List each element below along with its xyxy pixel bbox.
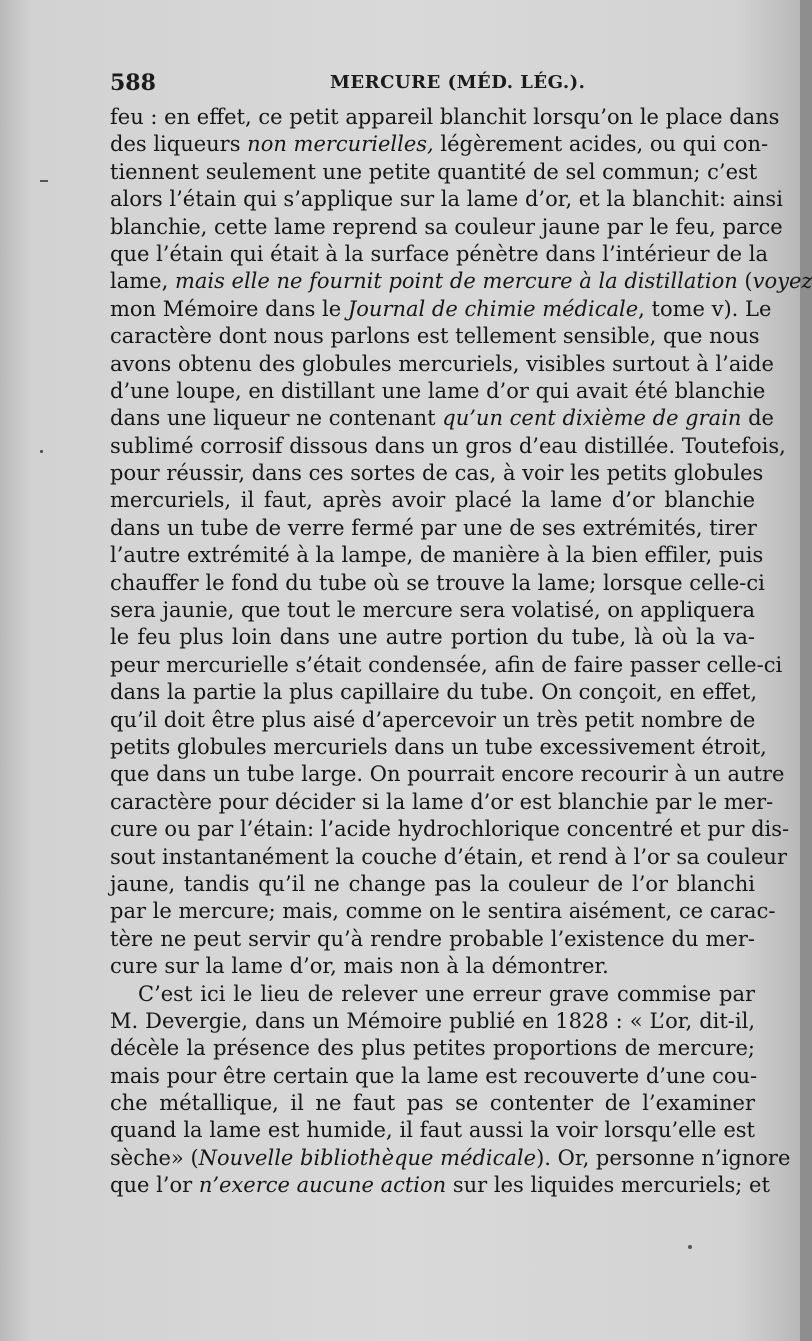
text-line: quand la lame est humide, il faut aussi la voir lorsqu’elle est <box>110 1118 755 1143</box>
text-line: des liqueurs non mercurielles, légèrement acides, ou qui con- <box>110 132 769 157</box>
text-line: M. Devergie, dans un Mémoire publié en 1828 : « L’or, dit-il, <box>110 1008 755 1033</box>
text-line: caractère pour décider si la lame d’or est blanchie par le mer- <box>110 789 774 814</box>
page-speck <box>688 1245 692 1249</box>
text-line: le feu plus loin dans une autre portion du tube, là où la va- <box>110 625 755 650</box>
text-line: mon Mémoire dans le Journal de chimie médicale, tome v). Le <box>110 296 772 321</box>
text-line: chauffer le fond du tube où se trouve la lame; lorsque celle-ci <box>110 570 765 595</box>
text-line: lame, mais elle ne fournit point de mercure à la distillation (voyez <box>110 269 812 294</box>
body-text <box>110 104 812 1200</box>
text-line: dans la partie la plus capillaire du tube. On conçoit, en effet, <box>110 680 758 705</box>
text-line: que l’étain qui était à la surface pénètre dans l’intérieur de la <box>110 241 768 266</box>
page-header <box>110 66 755 102</box>
italic-phrase: mais elle ne fournit point de mercure à la distillation <box>174 269 738 294</box>
text-line: par le mercure; mais, comme on le sentira aisément, ce carac- <box>110 899 776 924</box>
text-line: tiennent seulement une petite quantité de sel commun; c’est <box>110 159 758 184</box>
text-line: sout instantanément la couche d’étain, et rend à l’or sa couleur <box>110 844 787 869</box>
text-line: sublimé corrosif dissous dans un gros d’eau distillée. Toutefois, <box>110 433 786 458</box>
text-line: d’une loupe, en distillant une lame d’or qui avait été blanchie <box>110 378 766 403</box>
text-line: dans une liqueur ne contenant qu’un cent dixième de grain de <box>110 406 774 431</box>
text-line: caractère dont nous parlons est tellement sensible, que nous <box>110 324 760 349</box>
text-line: sera jaunie, que tout le mercure sera volatisé, on appliquera <box>110 598 755 623</box>
text-line: l’autre extrémité à la lampe, de manière à la bien effiler, puis <box>110 543 764 568</box>
text-line: che métallique, il ne faut pas se contenter de l’examiner <box>110 1091 755 1116</box>
italic-phrase: n’exerce aucune action <box>198 1173 447 1198</box>
text-line: mais pour être certain que la lame est recouverte d’une cou- <box>110 1063 758 1088</box>
text-line: peur mercurielle s’était condensée, afin de faire passer celle-ci <box>110 652 783 677</box>
italic-phrase: Journal de chimie médicale <box>347 296 639 321</box>
text-line: sèche» (Nouvelle bibliothèque médicale). Or, personne n’ignore <box>110 1145 791 1170</box>
text-line: jaune, tandis qu’il ne change pas la couleur de l’or blanchi <box>110 871 755 896</box>
text-line: cure sur la lame d’or, mais non à la démontrer. <box>110 954 609 979</box>
italic-phrase: qu’un cent dixième de grain <box>442 406 742 431</box>
text-line: décèle la présence des plus petites proportions de mercure; <box>110 1036 755 1061</box>
text-line: qu’il doit être plus aisé d’apercevoir un très petit nombre de <box>110 707 756 732</box>
text-line: que dans un tube large. On pourrait encore recourir à un autre <box>110 762 785 787</box>
margin-speck <box>40 450 43 453</box>
page-number: 588 <box>110 70 156 96</box>
text-line: tère ne peut servir qu’à rendre probable l’existence du mer- <box>110 926 755 951</box>
text-line: blanchie, cette lame reprend sa couleur jaune par le feu, parce <box>110 214 783 239</box>
text-line: alors l’étain qui s’applique sur la lame d’or, et la blanchit: ainsi <box>110 187 783 212</box>
text-line: petits globules mercuriels dans un tube excessivement étroit, <box>110 734 767 759</box>
text-line: pour réussir, dans ces sortes de cas, à voir les petits globules <box>110 461 764 486</box>
italic-phrase: voyez <box>752 269 812 294</box>
text-line: que l’or n’exerce aucune action sur les liquides mercuriels; et <box>110 1173 770 1198</box>
text-line: cure ou par l’étain: l’acide hydrochlorique concentré et pur dis- <box>110 817 790 842</box>
margin-mark <box>40 180 48 182</box>
italic-phrase: non mercurielles, <box>247 132 434 157</box>
text-line: avons obtenu des globules mercuriels, visibles surtout à l’aide <box>110 351 774 376</box>
italic-phrase: Nouvelle bibliothèque médicale <box>198 1145 537 1170</box>
text-line: mercuriels, il faut, après avoir placé la lame d’or blanchie <box>110 488 755 513</box>
running-head: MERCURE (MÉD. LÉG.). <box>330 72 586 93</box>
text-line: feu : en effet, ce petit appareil blanchit lorsqu’on le place dans <box>110 105 780 129</box>
text-line: dans un tube de verre fermé par une de ses extrémités, tirer <box>110 515 757 540</box>
text-line: C’est ici le lieu de relever une erreur grave commise par <box>138 981 755 1006</box>
